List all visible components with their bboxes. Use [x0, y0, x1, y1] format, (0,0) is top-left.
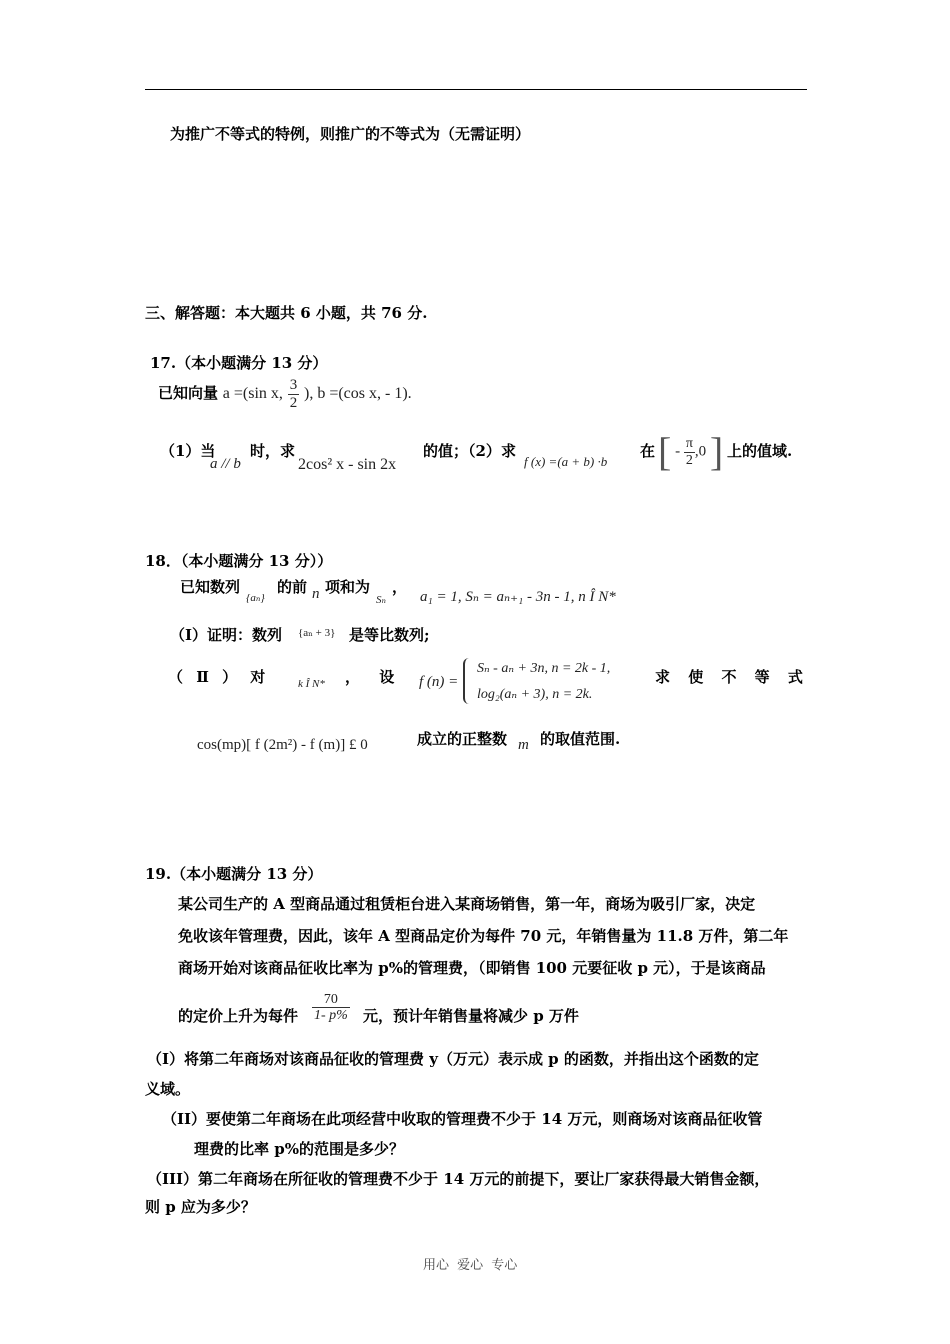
q18-n: n	[312, 586, 320, 602]
q17-expression2: f (x) =(a + b) ·b	[524, 454, 608, 469]
q18-fn-lhs: f (n) =	[419, 674, 459, 690]
q17-title: 17.（本小题满分 13 分）	[150, 354, 328, 372]
q17-given	[158, 377, 412, 411]
q19-line4-b: 元，预计年销售量将减少 p 万件	[363, 1007, 579, 1025]
q18-part2-k: k Î N*	[298, 678, 325, 690]
page-footer: 用心 爱心 专心	[423, 1258, 518, 1273]
q18-inequality: cos(mp)[ f (2m²) - f (m)] £ 0	[197, 737, 368, 753]
q19-line2: 免收该年管理费，因此，该年 A 型商品定价为每件 70 元，年销售量为 11.8 万件，第二年	[178, 927, 789, 945]
q17-expression1: 2cos² x - sin 2x	[298, 456, 397, 473]
q18-case1: Sₙ - aₙ + 3n, n = 2k - 1,	[477, 661, 611, 676]
q18-given-label: 已知数列	[180, 578, 241, 596]
q17-interval-end: ,0	[694, 443, 707, 460]
q17-given-label: 已知向量	[158, 384, 219, 402]
q17-condition: a // b	[210, 456, 241, 472]
q17-fraction	[288, 377, 300, 411]
q19-part2-a: （II）要使第二年商场在此项经营中收取的管理费不少于 14 万元，则商场对该商品征收管	[162, 1110, 763, 1128]
q19-part1-a: （I）将第二年商场对该商品征收的管理费 y（万元）表示成 p 的函数，并指出这个函数的定	[147, 1050, 759, 1068]
q19-line4-a: 的定价上升为每件	[178, 1007, 299, 1025]
q19-frac	[312, 992, 350, 1024]
q18-title: 18．（本小题满分 13 分））	[145, 552, 333, 570]
q17-pi: π	[685, 436, 693, 452]
q18-part1-end: 是等比数列;	[349, 626, 430, 644]
q17-frac-num: 3	[289, 377, 298, 393]
q18-case2: log₂(aₙ + 3), n = 2k.	[477, 687, 593, 702]
q18-part1-seq: {aₙ + 3}	[298, 627, 336, 639]
q17-part1-end: 的值；（2）求	[423, 442, 516, 460]
q17-frac-den: 2	[289, 394, 298, 411]
q18-part2-a: （ Ⅱ ） 对	[168, 668, 266, 686]
q18-m: m	[518, 737, 529, 753]
q17-vector-a: a =(sin x,	[222, 385, 283, 402]
q18-part2-b: ， 设	[345, 668, 395, 686]
q18-mid1: 的前	[277, 578, 308, 596]
q19-fraction	[312, 992, 350, 1024]
q18-part2-d: 成立的正整数	[417, 730, 508, 748]
q18-formula: a₁ = 1, Sₙ = aₙ₊₁ - 3n - 1, n Î N*	[420, 589, 616, 605]
top-rule	[145, 89, 807, 90]
q19-line3: 商场开始对该商品征收比率为 p%的管理费，（即销售 100 元要征收 p 元），于是该商品	[178, 959, 766, 977]
section-header: 三、解答题：本大题共 6 小题，共 76 分.	[145, 304, 428, 322]
q17-pi-fraction	[684, 436, 695, 468]
q18-seq: {aₙ}	[246, 592, 265, 604]
q18-sn: Sₙ	[376, 594, 386, 606]
q18-part2-e: 的取值范围.	[540, 730, 621, 748]
q19-part3-a: （III）第二年商场在所征收的管理费不少于 14 万元的前提下，要让厂家获得最大销售金额，	[147, 1170, 770, 1188]
q18-comma: ，	[392, 578, 408, 596]
q17-part1-label: （1）当	[160, 442, 216, 460]
intro-line: 为推广不等式的特例，则推广的不等式为（无需证明）	[170, 125, 531, 143]
q19-frac-num: 70	[312, 992, 350, 1008]
q19-line1: 某公司生产的 A 型商品通过租赁柜台进入某商场销售，第一年，商场为吸引厂家，决定	[178, 895, 756, 913]
q17-interval: [ - $\frac{\pi}{2}$ ,0 ]	[658, 429, 724, 474]
q17-part1-mid: 时，求	[250, 442, 296, 460]
q19-title: 19.（本小题满分 13 分）	[145, 865, 323, 883]
q17-range-end: 上的值域.	[727, 442, 793, 460]
q19-part2-b: 理费的比率 p%的范围是多少？	[194, 1140, 404, 1158]
q19-part1-b: 义域。	[145, 1080, 191, 1098]
q18-mid2: 项和为	[325, 578, 371, 596]
q17-pi-den: 2	[685, 452, 693, 468]
q17-vector-b: ), b =(cos x, - 1).	[303, 385, 412, 402]
q19-frac-den: 1- p%	[314, 1008, 348, 1024]
q18-brace	[463, 658, 473, 704]
q17-in-label: 在	[640, 442, 656, 460]
q18-part2-c: 求 使 不 等 式	[655, 668, 803, 686]
q18-part1-label: （Ⅰ）证明：数列	[170, 626, 283, 644]
q19-part3-b: 则 p 应为多少？	[145, 1198, 256, 1216]
q17-interval-minus: -	[675, 443, 681, 460]
